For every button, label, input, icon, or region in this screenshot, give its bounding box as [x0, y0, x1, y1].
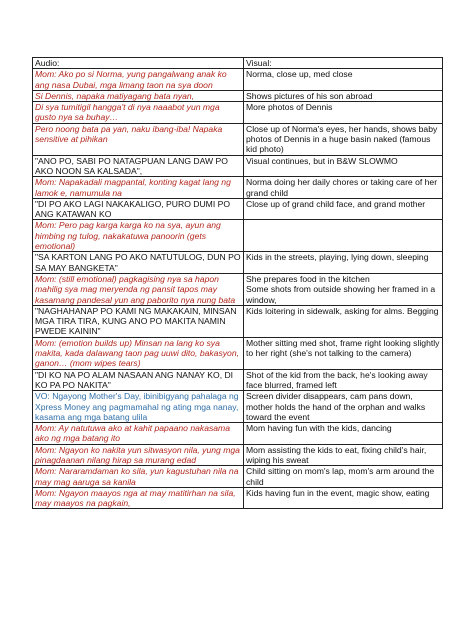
audio-cell: "NAGHAHANAP PO KAMI NG MAKAKAIN, MINSAN MGA TIRA TIRA, KUNG ANO PO MAKITA NAMIN PWEDE KAININ" — [33, 305, 244, 337]
table-row — [33, 177, 443, 199]
table-row — [33, 198, 443, 220]
audio-cell: Mom: Ngayon ko nakita yun sitwasyon nila, yung mga pinagdaanan nilang hirap sa murang edad — [33, 444, 244, 466]
visual-cell: Mother sitting med shot, frame right looking slightly to her right (she's not talking to the camera) — [244, 337, 443, 369]
audio-cell: Mom: Nararamdaman ko sila, yun kagustuhan nila na may mag aaruga sa kanila — [33, 466, 244, 488]
table-row — [33, 487, 443, 509]
visual-cell: More photos of Dennis — [244, 102, 443, 124]
visual-cell: Visual continues, but in B&W SLOWMO — [244, 155, 443, 177]
visual-column-header: Visual: — [244, 58, 443, 69]
audio-cell: Mom: (still emotional) pagkagising nya sa hapon mahilig sya mag meryenda ng pansit tapos may kasamang pandesal yun ang paborito nya nung bata — [33, 273, 244, 305]
audio-cell: Mom: Pero pag karga karga ko na sya, ayun ang himbing ng tulog, nakakatuwa panoorin (gets emotional) — [33, 220, 244, 252]
table-row — [33, 273, 443, 305]
audio-cell: Mom: (emotion builds up) Minsan na lang ko sya makita, kada dalawang taon pag uuwi dito, bakasyon, ganon… (mom wipes tears) — [33, 337, 244, 369]
audio-cell: "ANO PO, SABI PO NATAGPUAN LANG DAW PO AKO NOON SA KALSADA", — [33, 155, 244, 177]
table-row — [33, 305, 443, 337]
table-row — [33, 423, 443, 445]
audio-column-header: Audio: — [33, 58, 244, 69]
table-body — [33, 69, 443, 509]
audio-cell: Di sya tumitigil hangga't di nya naaabot yun mga gusto nya sa buhay… — [33, 102, 244, 124]
table-row — [33, 391, 443, 423]
table-row — [33, 252, 443, 274]
audio-cell: "DI PO AKO LAGI NAKAKALIGO, PURO DUMI PO ANG KATAWAN KO — [33, 198, 244, 220]
visual-cell: Shows pictures of his son abroad — [244, 90, 443, 101]
visual-cell: Kids in the streets, playing, lying down, sleeping — [244, 252, 443, 274]
visual-cell: Norma, close up, med close — [244, 69, 443, 91]
visual-cell: Shot of the kid from the back, he's looking away face blurred, framed left — [244, 369, 443, 391]
audio-cell: "DI KO NA PO ALAM NASAAN ANG NANAY KO, DI KO PA PO NAKITA" — [33, 369, 244, 391]
audio-cell: Mom: Napakadali magpantal, konting kagat lang ng lamok e, namumula na — [33, 177, 244, 199]
table-row — [33, 220, 443, 252]
visual-cell: Close up of grand child face, and grand mother — [244, 198, 443, 220]
visual-cell: Child sitting on mom's lap, mom's arm around the child — [244, 466, 443, 488]
script-table — [32, 57, 443, 509]
table-row — [33, 369, 443, 391]
audio-cell: Si Dennis, napaka matiyagang bata nyan, — [33, 90, 244, 101]
audio-cell: Mom: Ako po si Norma, yung pangalwang anak ko ang nasa Dubai, mga limang taon na sya doon — [33, 69, 244, 91]
table-row — [33, 444, 443, 466]
visual-cell: Kids having fun in the event, magic show, eating — [244, 487, 443, 509]
visual-cell: Screen divider disappears, cam pans down, mother holds the hand of the orphan and walks toward the event — [244, 391, 443, 423]
audio-cell: Pero noong bata pa yan, naku ibang-iba! Napaka sensitive at pihikan — [33, 123, 244, 155]
visual-cell: Mom having fun with the kids, dancing — [244, 423, 443, 445]
visual-cell: Mom assisting the kids to eat, fixing child's hair, wiping his sweat — [244, 444, 443, 466]
table-row — [33, 123, 443, 155]
visual-cell — [244, 220, 443, 252]
audio-cell: VO: Ngayong Mother's Day, ibinibigyang pahalaga ng Xpress Money ang pagmamahal ng ating mga nanay, kasama ang mga batang ulila — [33, 391, 244, 423]
visual-cell: Close up of Norma's eyes, her hands, shows baby photos of Dennis in a huge basin naked (famous kid photo) — [244, 123, 443, 155]
table-row — [33, 466, 443, 488]
table-row — [33, 102, 443, 124]
visual-cell: Kids loitering in sidewalk, asking for alms. Begging — [244, 305, 443, 337]
audio-cell: Mom: Ay natutuwa ako at kahit papaano nakasama ako ng mga batang ito — [33, 423, 244, 445]
table-row — [33, 155, 443, 177]
table-header-row — [33, 58, 443, 69]
audio-cell: "SA KARTON LANG PO AKO NATUTULOG, DUN PO SA MAY BANGKETA" — [33, 252, 244, 274]
table-row — [33, 337, 443, 369]
audio-cell: Mom: Ngayon maayos nga at may matitirhan na sila, may maayos na pagkain, — [33, 487, 244, 509]
table-row — [33, 90, 443, 101]
table-row — [33, 69, 443, 91]
visual-cell: She prepares food in the kitchen Some shots from outside showing her framed in a window, — [244, 273, 443, 305]
visual-cell: Norma doing her daily chores or taking care of her grand child — [244, 177, 443, 199]
